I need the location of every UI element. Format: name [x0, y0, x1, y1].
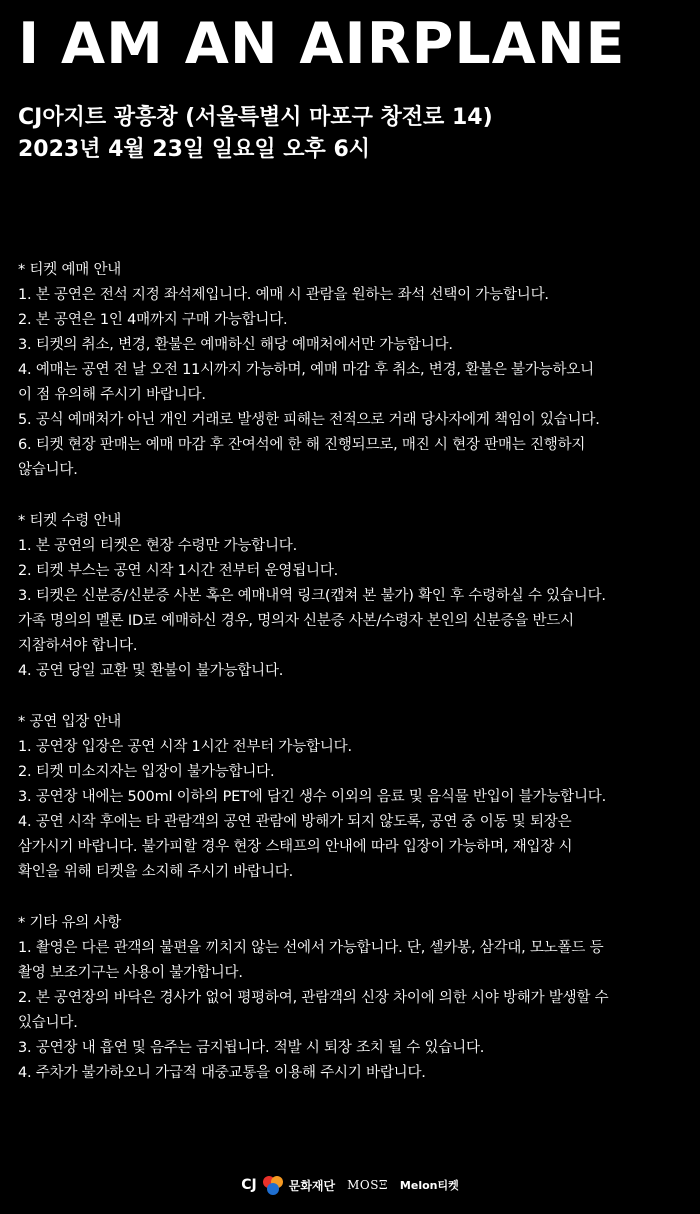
section-heading: * 티켓 수령 안내	[18, 513, 122, 529]
notice-line: 4. 예매는 공연 전 날 오전 11시까지 가능하며, 예매 마감 후 취소, 변경, 환불은 불가능하오니	[18, 362, 594, 378]
cj-mark-icon	[261, 1173, 285, 1197]
section-heading: * 기타 유의 사항	[18, 915, 122, 931]
notice-line: 3. 티켓은 신분증/신분증 사본 혹은 예매내역 링크(캡쳐 본 불가) 확인 후 수령하실 수 있습니다.	[18, 588, 606, 604]
notice-line: 가족 명의의 멜론 ID로 예매하신 경우, 명의자 신분증 사본/수령자 본인의 신분증을 반드시	[18, 613, 574, 629]
notice-line: 4. 주차가 불가하오니 가급적 대중교통을 이용해 주시기 바랍니다.	[18, 1065, 426, 1081]
notice-line: 않습니다.	[18, 462, 78, 478]
notice-line: 4. 공연 시작 후에는 타 관람객의 공연 관람에 방해가 되지 않도록, 공연 중 이동 및 퇴장은	[18, 814, 572, 830]
cj-text: CJ	[241, 1177, 257, 1193]
notice-line: 1. 촬영은 다른 관객의 불편을 끼치지 않는 선에서 가능합니다. 단, 셀카봉, 삼각대, 모노폴드 등	[18, 940, 604, 956]
section-heading: * 공연 입장 안내	[18, 714, 122, 730]
event-venue: CJ아지트 광흥창 (서울특별시 마포구 창전로 14)	[18, 105, 493, 130]
notice-line: 확인을 위해 티켓을 소지해 주시기 바랍니다.	[18, 864, 293, 880]
notice-line: 3. 공연장 내 흡연 및 음주는 금지됩니다. 적발 시 퇴장 조치 될 수 있습니다.	[18, 1040, 485, 1056]
notice-line: 있습니다.	[18, 1015, 78, 1031]
notice-line: 1. 본 공연은 전석 지정 좌석제입니다. 예매 시 관람을 원하는 좌석 선택이 가능합니다.	[18, 287, 549, 303]
notice-line: 삼가시기 바랍니다. 불가피할 경우 현장 스태프의 안내에 따라 입장이 가능하며, 재입장 시	[18, 839, 573, 855]
event-datetime: 2023년 4월 23일 일요일 오후 6시	[18, 137, 371, 162]
notice-line: 2. 본 공연은 1인 4매까지 구매 가능합니다.	[18, 312, 288, 328]
notice-line: 3. 공연장 내에는 500ml 이하의 PET에 담긴 생수 이외의 음료 및 음식물 반입이 블가능합니다.	[18, 789, 606, 805]
notice-line: 5. 공식 예매처가 아닌 개인 거래로 발생한 피해는 전적으로 거래 당사자에게 책임이 있습니다.	[18, 412, 600, 428]
notice-section	[18, 911, 688, 1086]
notice-section	[18, 710, 688, 885]
event-title: I AM AN AIRPLANE	[18, 11, 626, 77]
notice-line: 이 점 유의해 주시기 바랍니다.	[18, 387, 206, 403]
notice-line: 2. 티켓 미소지자는 입장이 불가능합니다.	[18, 764, 275, 780]
section-heading: * 티켓 예매 안내	[18, 262, 122, 278]
event-info	[18, 102, 493, 166]
notice-line: 지참하셔야 합니다.	[18, 638, 138, 654]
notice-line: 4. 공연 당일 교환 및 환불이 불가능합니다.	[18, 663, 284, 679]
notice-line: 3. 티켓의 취소, 변경, 환불은 예매하신 해당 예매처에서만 가능합니다.	[18, 337, 453, 353]
notice-section	[18, 509, 688, 684]
sponsor-logos	[0, 1170, 700, 1200]
cj-cultural-foundation-logo	[241, 1173, 335, 1197]
notice-line: 촬영 보조기구는 사용이 불가합니다.	[18, 965, 243, 981]
notice-line: 6. 티켓 현장 판매는 예매 마감 후 잔여석에 한 해 진행되므로, 매진 시 현장 판매는 진행하지	[18, 437, 586, 453]
notice-list	[18, 258, 688, 1112]
foundation-text: 문화재단	[288, 1178, 336, 1193]
notice-line: 2. 티켓 부스는 공연 시작 1시간 전부터 운영됩니다.	[18, 563, 339, 579]
melon-ticket-logo: Melon티켓	[399, 1179, 459, 1192]
notice-line: 2. 본 공연장의 바닥은 경사가 없어 평평하여, 관람객의 신장 차이에 의한 시야 방해가 발생할 수	[18, 990, 609, 1006]
notice-line: 1. 본 공연의 티켓은 현장 수령만 가능합니다.	[18, 538, 298, 554]
notice-section	[18, 258, 688, 483]
notice-line: 1. 공연장 입장은 공연 시작 1시간 전부터 가능합니다.	[18, 739, 352, 755]
mosi-logo: MOSΞ	[347, 1178, 388, 1192]
